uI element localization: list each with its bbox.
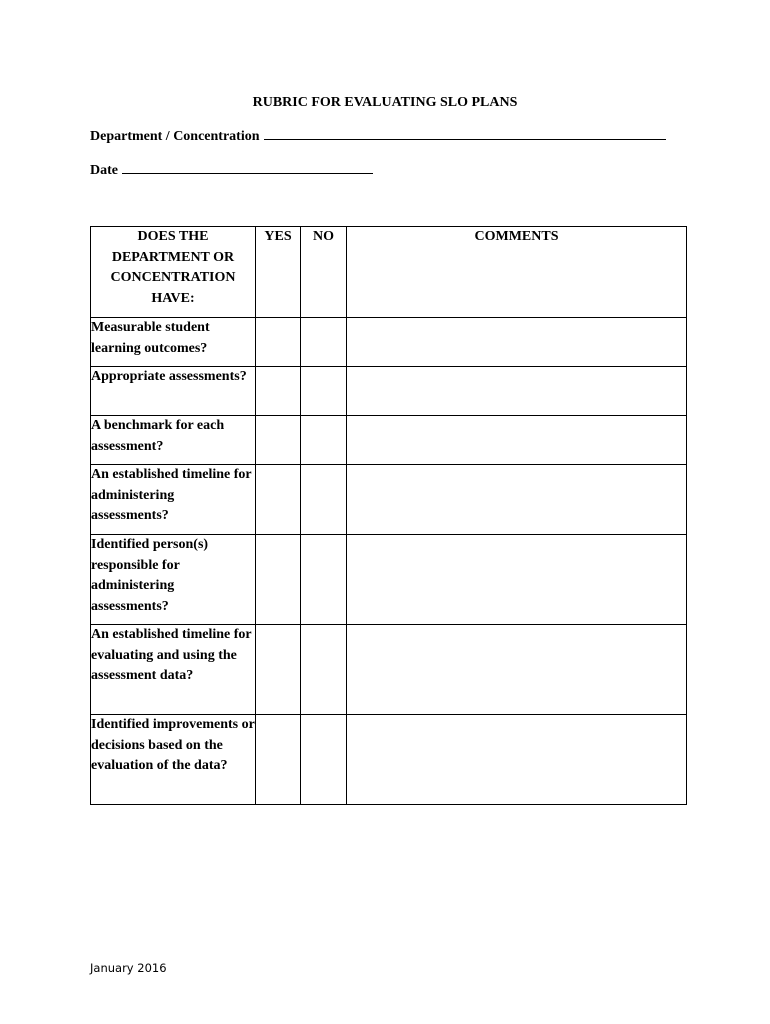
page-title: RUBRIC FOR EVALUATING SLO PLANS <box>252 95 518 110</box>
table-row <box>91 535 687 625</box>
row-question: Identified person(s) responsible for administering assessments? <box>91 535 256 625</box>
no-cell[interactable] <box>301 416 347 465</box>
no-cell[interactable] <box>301 625 347 715</box>
table-row <box>91 715 687 805</box>
row-question: Measurable student learning outcomes? <box>91 318 256 367</box>
comments-cell[interactable] <box>347 535 687 625</box>
department-blank-line[interactable] <box>264 127 666 140</box>
table-row <box>91 318 687 367</box>
no-cell[interactable] <box>301 318 347 367</box>
yes-cell[interactable] <box>256 465 301 535</box>
table-row <box>91 625 687 715</box>
table-header-row <box>91 227 687 318</box>
date-blank-line[interactable] <box>122 161 373 174</box>
no-cell[interactable] <box>301 465 347 535</box>
comments-cell[interactable] <box>347 367 687 416</box>
row-question: Identified improvements or decisions based on the evaluation of the data? <box>91 715 256 805</box>
no-cell[interactable] <box>301 367 347 416</box>
yes-cell[interactable] <box>256 625 301 715</box>
comments-cell[interactable] <box>347 416 687 465</box>
table-row <box>91 465 687 535</box>
yes-cell[interactable] <box>256 715 301 805</box>
header-comments: COMMENTS <box>347 227 687 318</box>
comments-cell[interactable] <box>347 715 687 805</box>
yes-cell[interactable] <box>256 416 301 465</box>
date-label: Date <box>90 163 118 178</box>
no-cell[interactable] <box>301 715 347 805</box>
header-yes: YES <box>256 227 301 318</box>
comments-cell[interactable] <box>347 625 687 715</box>
header-no: NO <box>301 227 347 318</box>
table-row <box>91 367 687 416</box>
row-question: An established timeline for administering assessments? <box>91 465 256 535</box>
table-row <box>91 416 687 465</box>
yes-cell[interactable] <box>256 318 301 367</box>
row-question: An established timeline for evaluating and using the assessment data? <box>91 625 256 715</box>
comments-cell[interactable] <box>347 318 687 367</box>
yes-cell[interactable] <box>256 367 301 416</box>
department-label: Department / Concentration <box>90 129 260 144</box>
no-cell[interactable] <box>301 535 347 625</box>
yes-cell[interactable] <box>256 535 301 625</box>
row-question: A benchmark for each assessment? <box>91 416 256 465</box>
row-question: Appropriate assessments? <box>91 367 256 416</box>
rubric-table <box>90 226 687 805</box>
header-question: DOES THE DEPARTMENT OR CONCENTRATION HAVE: <box>91 227 256 318</box>
comments-cell[interactable] <box>347 465 687 535</box>
footer-date: January 2016 <box>90 961 167 975</box>
department-field[interactable] <box>90 127 666 146</box>
date-field[interactable] <box>90 161 373 180</box>
